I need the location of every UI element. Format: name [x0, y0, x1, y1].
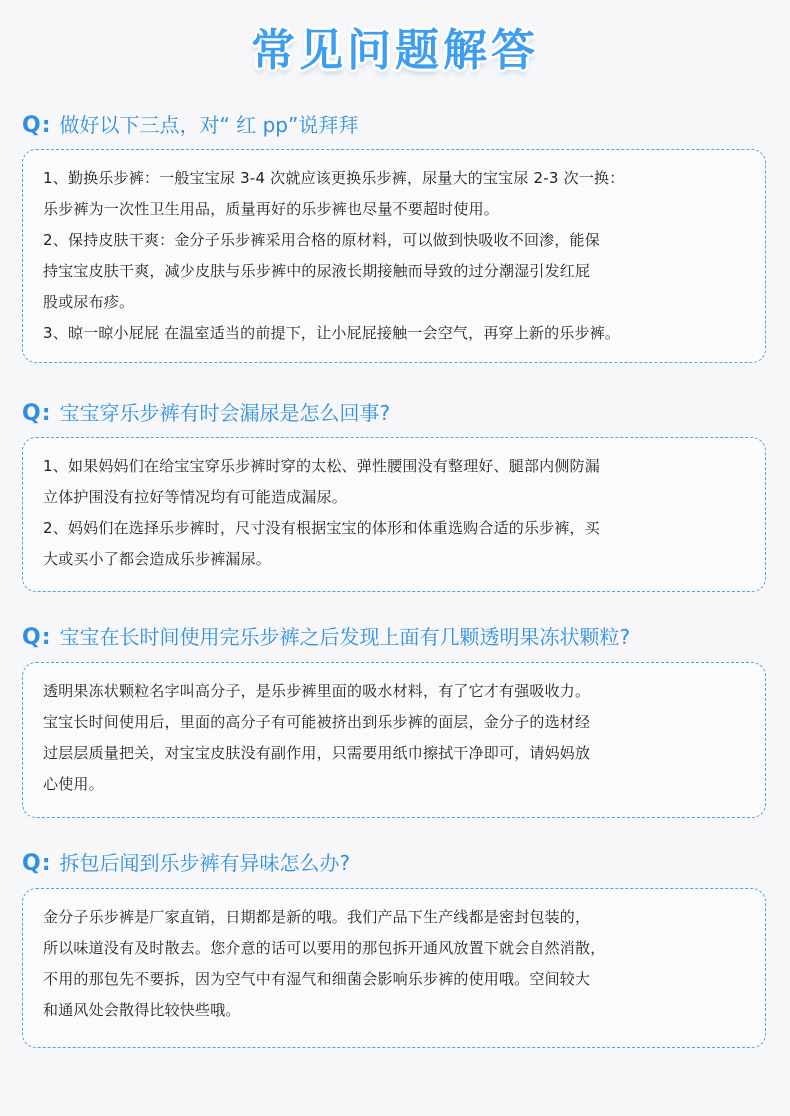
answer-line: 立体护围没有拉好等情况均有可能造成漏尿。 — [43, 488, 348, 506]
faq-question-1 — [22, 112, 770, 139]
answer-line: 金分子乐步裤是厂家直销，日期都是新的哦。我们产品下生产线都是密封包装的， — [43, 908, 591, 926]
answer-line: 1、勤换乐步裤：一般宝宝尿 3-4 次就应该更换乐步裤，尿量大的宝宝尿 2-3 次一换： — [43, 169, 625, 187]
answer-line: 不用的那包先不要拆，因为空气中有湿气和细菌会影响乐步裤的使用哦。空间较大 — [43, 970, 591, 988]
q-label: Q: — [22, 113, 52, 138]
faq-section-3 — [22, 624, 770, 793]
answer-line: 乐步裤为一次性卫生用品，质量再好的乐步裤也尽量不要超时使用。 — [43, 200, 500, 218]
q-label: Q: — [22, 625, 52, 650]
answer-line: 1、如果妈妈们在给宝宝穿乐步裤时穿的太松、弹性腰围没有整理好、腿部内侧防漏 — [43, 457, 600, 475]
q-label: Q: — [22, 401, 52, 426]
answer-line: 股或尿布疹。 — [43, 293, 135, 311]
answer-box-3 — [22, 662, 766, 818]
answer-line: 2、保持皮肤干爽：金分子乐步裤采用合格的原材料，可以做到快吸收不回渗，能保 — [43, 231, 600, 249]
q-label: Q: — [22, 851, 52, 876]
answer-line: 大或买小了都会造成乐步裤漏尿。 — [43, 550, 272, 568]
answer-line: 心使用。 — [43, 775, 104, 793]
question-text: 拆包后闻到乐步裤有异味怎么办? — [59, 851, 351, 875]
question-text: 宝宝在长时间使用完乐步裤之后发现上面有几颗透明果冻状颗粒? — [59, 625, 631, 649]
answer-line: 透明果冻状颗粒名字叫高分子，是乐步裤里面的吸水材料，有了它才有强吸收力。 — [43, 682, 591, 700]
answer-box-2 — [22, 437, 766, 592]
faq-section-4 — [22, 850, 770, 1019]
answer-box-4 — [22, 888, 766, 1048]
answer-box-1 — [22, 149, 766, 363]
answer-line: 宝宝长时间使用后，里面的高分子有可能被挤出到乐步裤的面层，金分子的选材经 — [43, 713, 591, 731]
question-text: 宝宝穿乐步裤有时会漏尿是怎么回事? — [59, 401, 391, 425]
faq-question-4 — [22, 850, 770, 877]
faq-question-3 — [22, 624, 770, 651]
answer-line: 所以味道没有及时散去。您介意的话可以要用的那包拆开通风放置下就会自然消散， — [43, 939, 606, 957]
answer-line: 3、晾一晾小屁屁 在温室适当的前提下，让小屁屁接触一会空气，再穿上新的乐步裤。 — [43, 324, 621, 342]
faq-section-2 — [22, 400, 770, 568]
answer-line: 2、妈妈们在选择乐步裤时，尺寸没有根据宝宝的体形和体重选购合适的乐步裤，买 — [43, 519, 600, 537]
faq-question-2 — [22, 400, 770, 427]
answer-line: 和通风处会散得比较快些哦。 — [43, 1001, 241, 1019]
answer-line: 过层层质量把关，对宝宝皮肤没有副作用，只需要用纸巾擦拭干净即可，请妈妈放 — [43, 744, 591, 762]
answer-line: 持宝宝皮肤干爽，减少皮肤与乐步裤中的尿液长期接触而导致的过分潮湿引发红屁 — [43, 262, 591, 280]
question-text: 做好以下三点，对“ 红 pp”说拜拜 — [59, 113, 359, 137]
page-title: 常见问题解答 — [251, 25, 539, 76]
faq-section-1 — [22, 112, 770, 342]
